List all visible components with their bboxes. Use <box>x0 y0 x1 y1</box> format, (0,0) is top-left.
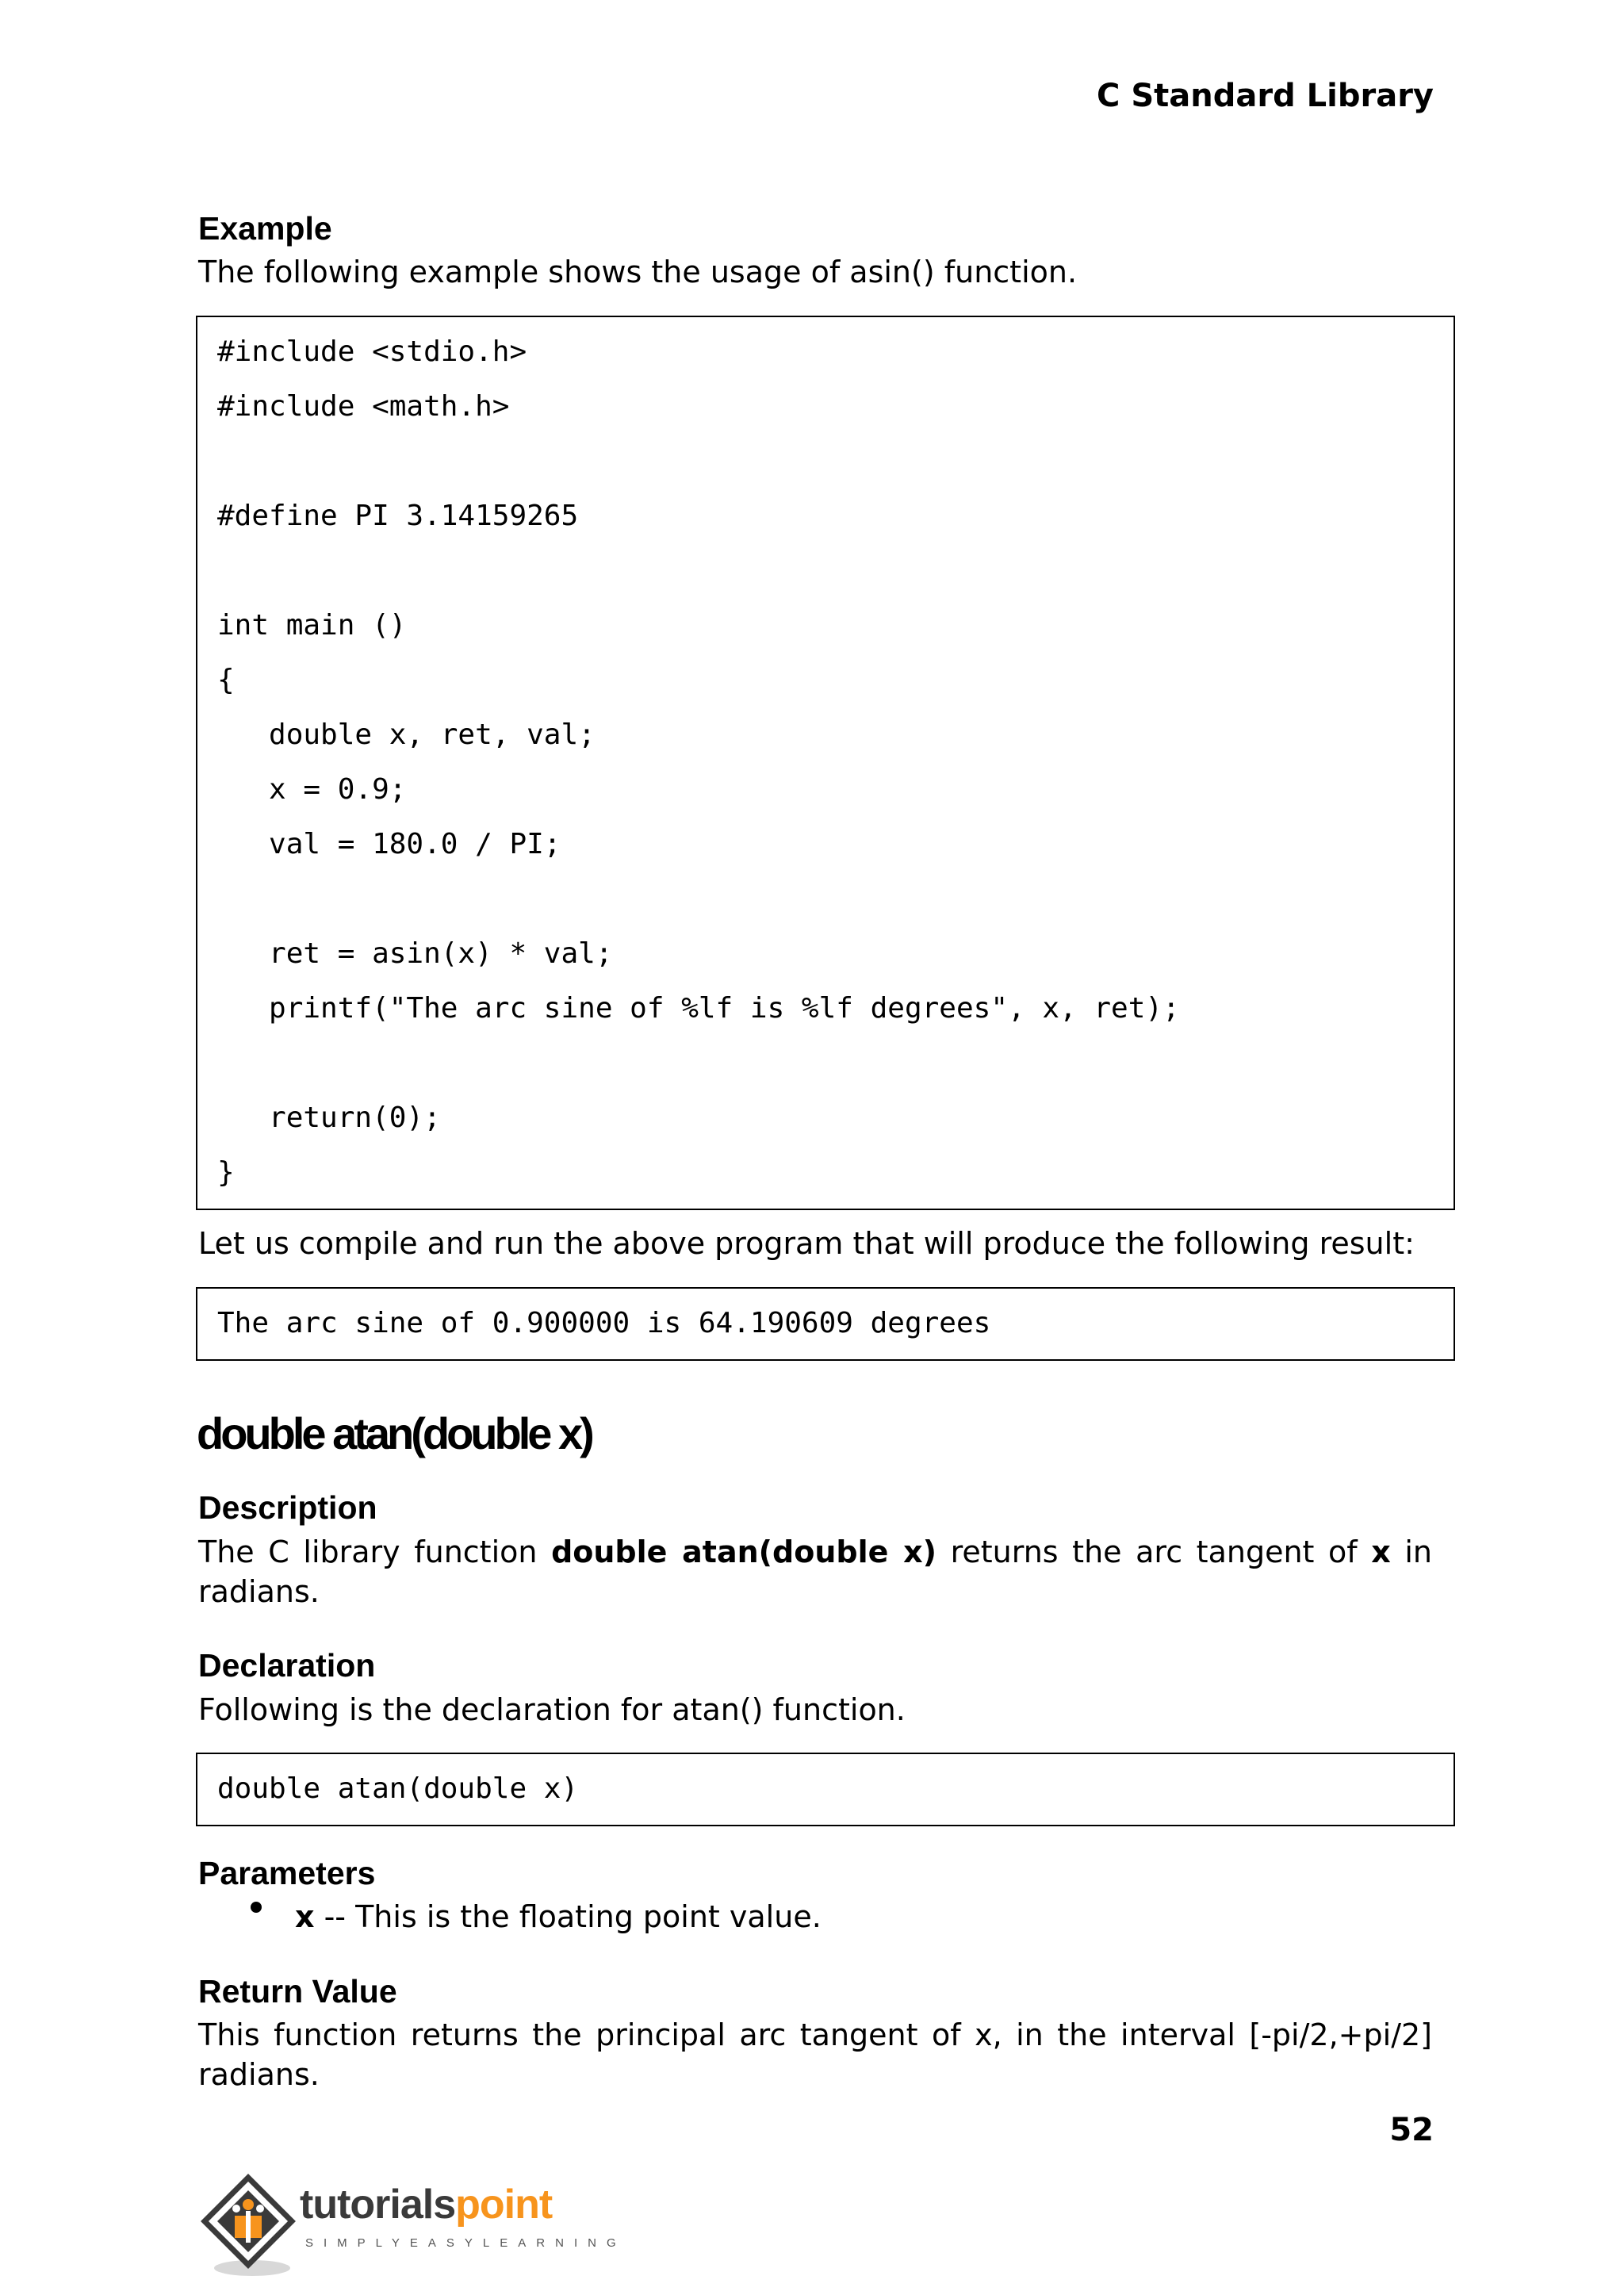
function-signature-bold: double atan(double x) <box>551 1534 937 1569</box>
logo-word-part2: point <box>455 2182 553 2228</box>
code-line: { <box>217 664 235 696</box>
parameters-heading: Parameters <box>198 1855 376 1891</box>
description-text <box>198 1532 1432 1611</box>
result-output-line: The arc sine of 0.900000 is 64.190609 degrees <box>217 1307 991 1339</box>
return-value-text: This function returns the principal arc tangent of x, in the interval [-pi/2,+pi/2] radians. <box>198 2017 1432 2092</box>
declaration-heading: Declaration <box>198 1647 376 1684</box>
bullet-icon <box>251 1902 262 1913</box>
code-line: return(0); <box>217 1102 441 1134</box>
code-line: #include <stdio.h> <box>217 335 527 368</box>
code-line: int main () <box>217 609 407 642</box>
parameter-item <box>295 1897 1405 1937</box>
running-header: C Standard Library <box>1097 78 1434 114</box>
code-line: #define PI 3.14159265 <box>217 500 579 532</box>
description-text-mid: returns the arc tangent of <box>936 1534 1372 1569</box>
code-line: printf("The arc sine of %lf is %lf degrees", x, ret); <box>217 992 1180 1025</box>
code-line: #include <math.h> <box>217 390 510 423</box>
example-heading: Example <box>198 210 332 247</box>
result-output-block <box>196 1287 1455 1361</box>
code-line: ret = asin(x) * val; <box>217 937 613 970</box>
declaration-code-block <box>196 1753 1455 1826</box>
declaration-intro: Following is the declaration for atan() function. <box>198 1692 906 1727</box>
code-line: x = 0.9; <box>217 773 407 806</box>
description-text-prefix: The C library function <box>198 1534 552 1569</box>
page-number: 52 <box>1389 2112 1434 2148</box>
code-line: } <box>217 1156 235 1189</box>
description-heading: Description <box>198 1489 377 1526</box>
code-line: double x, ret, val; <box>217 718 596 751</box>
tutorialspoint-logo <box>198 2171 626 2278</box>
description-text-suffix: in radians. <box>198 1534 1432 1609</box>
logo-wordmark <box>300 2181 552 2228</box>
parameter-description: -- This is the floating point value. <box>314 1899 822 1934</box>
example-code-block <box>196 316 1455 1210</box>
example-intro: The following example shows the usage of asin() function. <box>198 255 1078 289</box>
declaration-code-line: double atan(double x) <box>217 1772 579 1805</box>
tutorialspoint-emblem-icon <box>198 2171 301 2278</box>
code-line: val = 180.0 / PI; <box>217 828 561 860</box>
return-value-heading: Return Value <box>198 1973 397 2010</box>
function-title: double atan(double x) <box>197 1408 592 1458</box>
result-intro: Let us compile and run the above program that will produce the following result: <box>198 1226 1415 1261</box>
logo-tagline: SIMPLYEASYLEARNING <box>305 2236 626 2250</box>
parameter-name: x <box>295 1899 315 1934</box>
variable-x-bold: x <box>1371 1534 1391 1569</box>
logo-word-part1: tutorials <box>300 2182 456 2228</box>
